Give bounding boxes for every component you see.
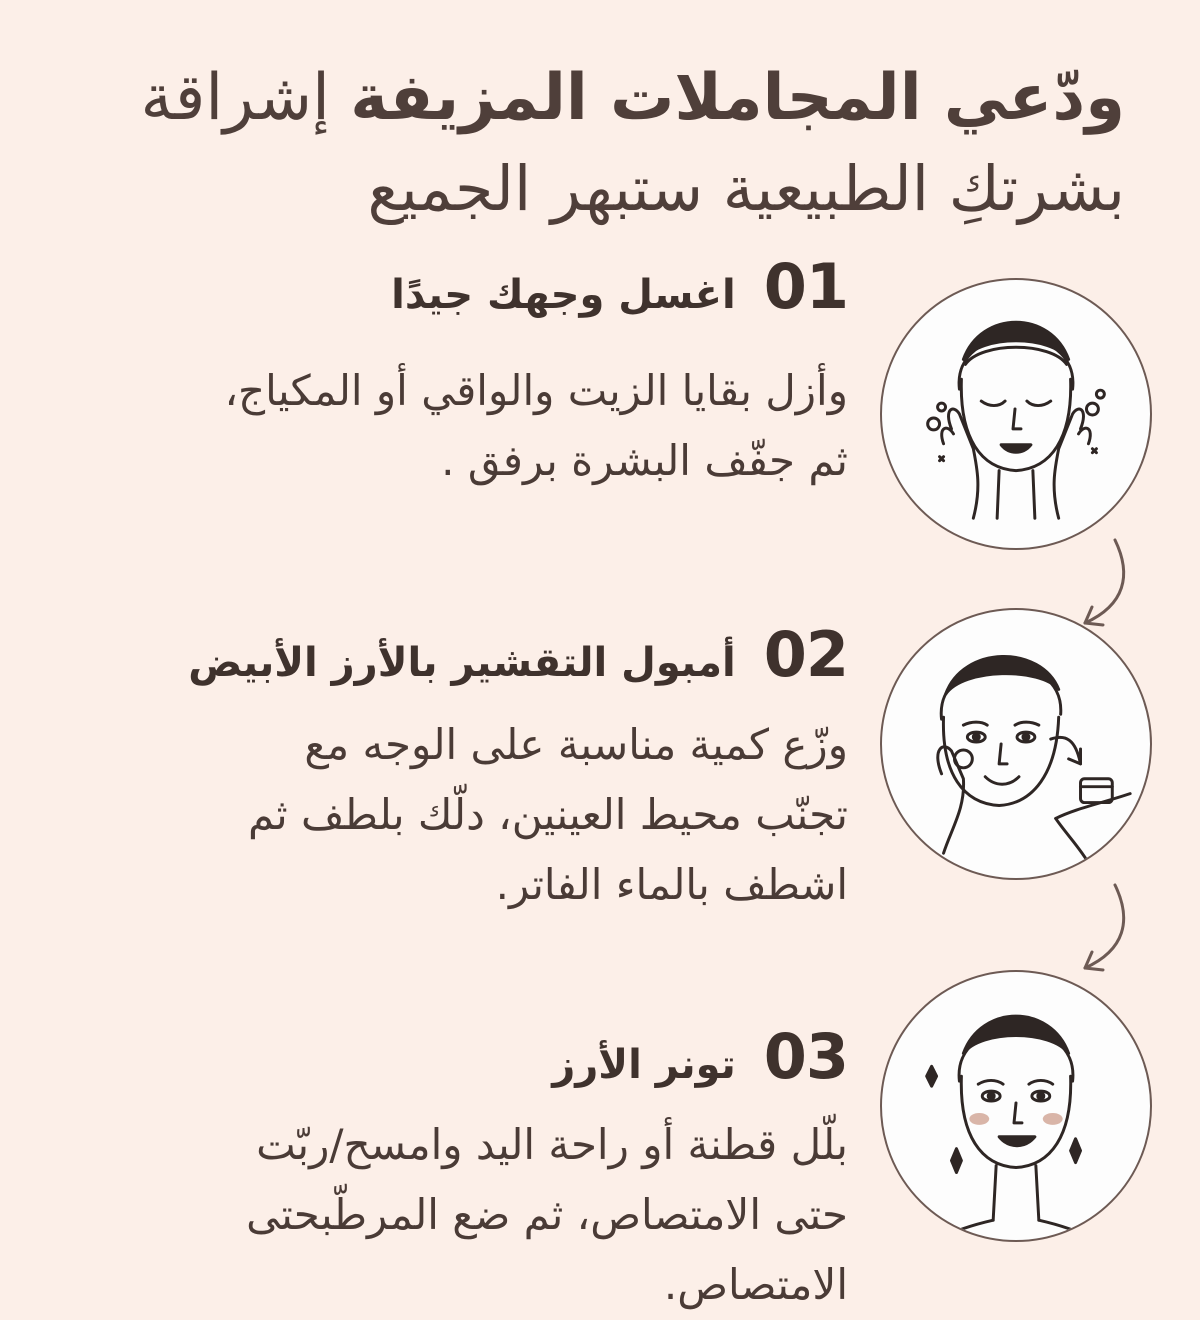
step-2-heading <box>188 618 848 691</box>
down-arrow-icon <box>1070 535 1140 635</box>
step-1-number: 01 <box>763 250 848 323</box>
step-2-number: 02 <box>763 618 848 691</box>
headline-line-2: بشرتكِ الطبيعية ستبهر الجميع <box>367 152 1125 225</box>
step-1-line-2: ثم جفّف البشرة برفق . <box>441 436 848 485</box>
step-2-line-2: تجنّب محيط العينين، دلّك بلطف ثم <box>248 790 848 839</box>
step-3-number: 03 <box>763 1020 848 1093</box>
step-2-description <box>48 710 848 920</box>
step-3-title: تونر الأرز <box>552 1042 736 1088</box>
step-3-line-3: الامتصاص. <box>663 1260 848 1309</box>
step-3-description <box>48 1110 848 1320</box>
headline-light: إشراقة <box>140 61 330 135</box>
step-3-line-2: حتى الامتصاص، ثم ضع المرطّبحتى <box>246 1190 848 1239</box>
face-applying-cream-icon <box>880 608 1152 880</box>
step-2-line-1: وزّع كمية مناسبة على الوجه مع <box>304 720 848 769</box>
glowing-face-icon <box>880 970 1152 1242</box>
step-3-heading <box>552 1020 848 1093</box>
step-3-line-1: بلّل قطنة أو راحة اليد وامسح/ربّت <box>256 1120 848 1169</box>
step-2-title: أمبول التقشير بالأرز الأبيض <box>188 640 736 686</box>
step-1-title: اغسل وجهك جيدًا <box>391 272 736 318</box>
face-washing-icon <box>880 278 1152 550</box>
down-arrow-icon <box>1070 880 1140 980</box>
headline-line-1 <box>60 58 1125 138</box>
step-1-line-1: وأزل بقايا الزيت والواقي أو المكياج، <box>224 366 848 415</box>
step-2-line-3: اشطف بالماء الفاتر. <box>495 860 848 909</box>
step-1-description <box>48 356 848 496</box>
step-1-heading <box>391 250 848 323</box>
headline-bold: ودّعي المجاملات المزيفة <box>350 61 1125 135</box>
